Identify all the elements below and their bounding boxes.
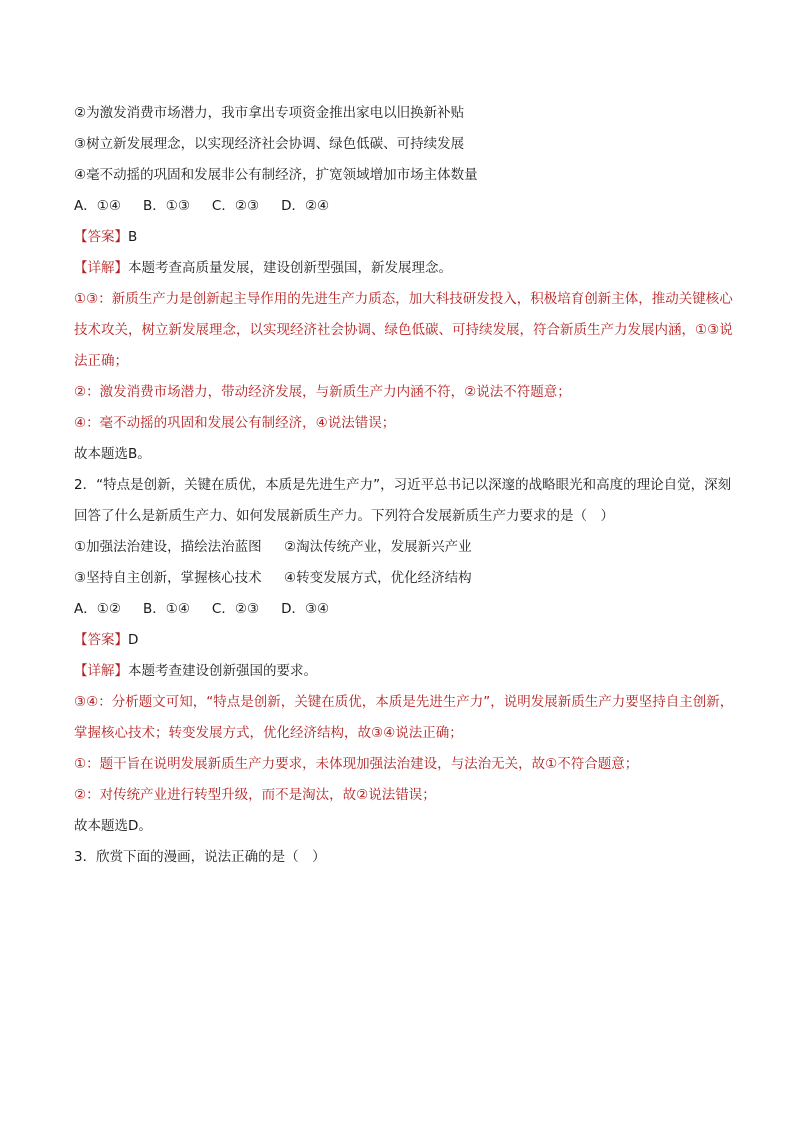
q2-option-a: A．①② bbox=[74, 601, 121, 617]
q1-item-3: ③树立新发展理念，以实现经济社会协调、绿色低碳、可持续发展 bbox=[74, 136, 465, 152]
q1-detail-label: 【详解】 bbox=[74, 260, 128, 276]
q1-option-d: D．②④ bbox=[281, 198, 330, 214]
q2-option-b: B．①④ bbox=[142, 601, 190, 617]
q1-detail-text: 本题考查高质量发展，建设创新型强国，新发展理念。 bbox=[128, 260, 452, 276]
q2-option-c: C．②③ bbox=[211, 601, 260, 617]
q1-conclusion: 故本题选B。 bbox=[74, 446, 151, 462]
q1-option-a: A．①④ bbox=[74, 198, 121, 214]
q1-item-4: ④毫不动摇的巩固和发展非公有制经济，扩宽领域增加市场主体数量 bbox=[74, 167, 478, 183]
q1-detail bbox=[74, 253, 734, 284]
q2-item-2: ②淘汰传统产业，发展新兴产业 bbox=[284, 539, 472, 555]
q1-options bbox=[74, 191, 734, 222]
q2-stem: 2．“特点是创新，关键在质优，本质是先进生产力”，习近平总书记以深邃的战略眼光和高度的理论自觉，深刻回答了什么是新质生产力、如何发展新质生产力。下列符合发展新质生产力要求的是（ ） bbox=[74, 477, 732, 524]
q1-analysis-1: ①③：新质生产力是创新起主导作用的先进生产力质态，加大科技研发投入，积极培育创新主体，推动关键核心技术攻关，树立新发展理念，以实现经济社会协调、绿色低碳、可持续发展，符合新质生产力发展内涵，①③说法正确； bbox=[74, 291, 733, 369]
q2-conclusion: 故本题选D。 bbox=[74, 818, 152, 834]
q2-item-4: ④转变发展方式，优化经济结构 bbox=[284, 570, 472, 586]
q2-answer bbox=[74, 625, 734, 656]
q2-answer-label: 【答案】 bbox=[74, 632, 128, 648]
q3-stem: 3．欣赏下面的漫画，说法正确的是（ ） bbox=[74, 849, 326, 865]
q2-item-1: ①加强法治建设，描绘法治蓝图 bbox=[74, 539, 262, 555]
q2-items-row-1 bbox=[74, 532, 734, 563]
q1-item-2: ②为激发消费市场潜力，我市拿出专项资金推出家电以旧换新补贴 bbox=[74, 105, 465, 121]
q2-detail-text: 本题考查建设创新强国的要求。 bbox=[128, 663, 317, 679]
q1-answer-label: 【答案】 bbox=[74, 229, 128, 245]
q1-analysis-3: ④：毫不动摇的巩固和发展公有制经济，④说法错误； bbox=[74, 415, 396, 431]
q1-answer-value: B bbox=[128, 229, 138, 245]
q2-analysis-3: ②：对传统产业进行转型升级，而不是淘汰，故②说法错误； bbox=[74, 787, 436, 803]
q2-option-d: D．③④ bbox=[281, 601, 330, 617]
document-page bbox=[74, 98, 734, 873]
q2-analysis-1: ③④：分析题文可知，“特点是创新，关键在质优，本质是先进生产力”，说明发展新质生产力要坚持自主创新，掌握核心技术；转变发展方式，优化经济结构，故③④说法正确； bbox=[74, 694, 734, 741]
q1-answer bbox=[74, 222, 734, 253]
q1-option-b: B．①③ bbox=[142, 198, 190, 214]
q2-item-3: ③坚持自主创新，掌握核心技术 bbox=[74, 570, 262, 586]
q2-analysis-2: ①：题干旨在说明发展新质生产力要求，未体现加强法治建设，与法治无关，故①不符合题意； bbox=[74, 756, 639, 772]
q1-analysis-2: ②：激发消费市场潜力，带动经济发展，与新质生产力内涵不符，②说法不符题意； bbox=[74, 384, 571, 400]
q2-items-row-2 bbox=[74, 563, 734, 594]
q2-options bbox=[74, 594, 734, 625]
q2-detail bbox=[74, 656, 734, 687]
q1-option-c: C．②③ bbox=[211, 198, 260, 214]
q2-answer-value: D bbox=[128, 632, 139, 648]
q2-detail-label: 【详解】 bbox=[74, 663, 128, 679]
